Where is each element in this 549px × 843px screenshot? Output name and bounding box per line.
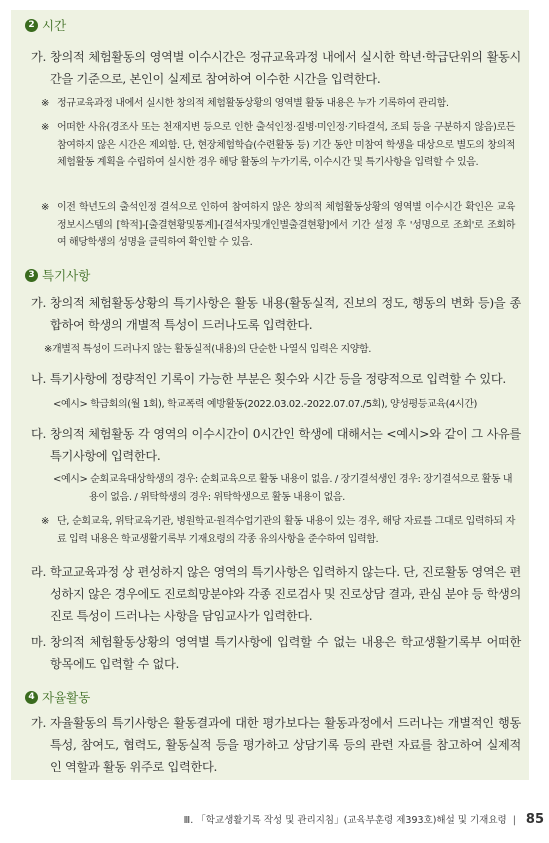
item-marker: 가. bbox=[31, 716, 47, 730]
item-text: 자율활동의 특기사항은 활동결과에 대한 평가보다는 활동과정에서 드러나는 개별적인 행동 특성, 참여도, 협력도, 활동실적 등을 평가하고 상담기록 등의 관련 자료를 참고하여 실제적인 역할과 활동 위주로 입력한다. bbox=[50, 716, 521, 774]
footer-separator: | bbox=[512, 815, 516, 826]
note-text: 이전 학년도의 출석인정 결석으로 인하여 참여하지 않은 창의적 체험활동상황의 영역별 이수시간 확인은 교육정보시스템의 [학적]-[출결현황및통계]-[결석자및개인별출결현황]에서 기간 설정 후 '성명으로 조회'로 조회하여 해당학생의 성명을 클릭하여 확인할 수 있음. bbox=[57, 202, 515, 248]
section-number-badge: 3 bbox=[25, 269, 38, 282]
item-ra-special bbox=[31, 561, 521, 627]
item-marker: 나. bbox=[31, 372, 47, 386]
item-marker: 가. bbox=[31, 50, 47, 64]
example-text: <예시> 학급회의(월 1회), 학교폭력 예방활동(2022.03.02.-2022.07.07./5회), 양성평등교육(4시간) bbox=[53, 399, 478, 410]
section-heading-special bbox=[25, 266, 90, 284]
item-ma-special bbox=[31, 631, 521, 675]
section-number-badge: 4 bbox=[25, 691, 38, 704]
item-ga-special bbox=[31, 292, 521, 336]
item-marker: 마. bbox=[31, 635, 47, 649]
section-title: 특기사항 bbox=[42, 268, 91, 283]
page-number: 85 bbox=[525, 812, 544, 827]
item-marker: 다. bbox=[31, 427, 47, 441]
note-marker: ※ bbox=[41, 98, 49, 109]
note-ga-special: ※개별적 특성이 드러나지 않는 활동실적(내용)의 단순한 나열식 입력은 지양함. bbox=[44, 344, 372, 355]
example-text: <예시> 순회교육대상학생의 경우: 순회교육으로 활동 내용이 없음. / 장기결석생인 경우: 장기결석으로 활동 내용이 없음. / 위탁학생의 경우: 위탁학생으로 활동 내용이 없음. bbox=[53, 474, 513, 503]
example-na bbox=[53, 396, 517, 414]
item-marker: 가. bbox=[31, 296, 47, 310]
item-text: 창의적 체험활동상황의 특기사항은 활동 내용(활동실적, 진보의 정도, 행동의 변화 등)을 종합하여 학생의 개별적 특성이 드러나도록 입력한다. bbox=[50, 296, 521, 332]
item-ga-time bbox=[31, 46, 521, 90]
section-number-badge: 2 bbox=[25, 19, 38, 32]
section-title: 시간 bbox=[42, 18, 67, 33]
section-title: 자율활동 bbox=[42, 690, 91, 705]
section-heading-time bbox=[25, 16, 66, 34]
item-marker: 라. bbox=[31, 565, 47, 579]
note-1 bbox=[41, 95, 515, 113]
example-da bbox=[53, 471, 517, 506]
item-ga-autonomous bbox=[31, 712, 521, 778]
note-2 bbox=[41, 119, 515, 172]
note-3 bbox=[41, 199, 515, 252]
item-text: 학교교육과정 상 편성하지 않은 영역의 특기사항은 입력하지 않는다. 단, 진로활동 영역은 편성하지 않은 경우에도 진로희망분야와 각종 진로검사 및 진로상담 결과, 관심 분야 등 학생의 진로 특성이 드러나는 사항을 담임교사가 입력한다. bbox=[50, 565, 521, 623]
item-text: 창의적 체험활동상황의 영역별 특기사항에 입력할 수 없는 내용은 학교생활기록부 어떠한 항목에도 입력할 수 없다. bbox=[50, 635, 521, 671]
note-text: 정규교육과정 내에서 실시한 창의적 체험활동상황의 영역별 활동 내용은 누가 기록하여 관리함. bbox=[57, 98, 449, 109]
item-na-special bbox=[31, 368, 521, 390]
item-text: 창의적 체험활동 각 영역의 이수시간이 0시간인 학생에 대해서는 <예시>와 같이 그 사유를 특기사항에 입력한다. bbox=[50, 427, 521, 463]
item-da-special bbox=[31, 423, 521, 467]
note-text: 단, 순회교육, 위탁교육기관, 병원학교·원격수업기관의 활동 내용이 있는 경우, 해당 자료를 그대로 입력하되 자료 입력 내용은 학교생활기록부 기재요령의 각종 유의사항을 준수하여 입력함. bbox=[57, 516, 515, 545]
item-text: 특기사항에 정량적인 기록이 가능한 부분은 횟수와 시간 등을 정량적으로 입력할 수 있다. bbox=[50, 372, 506, 386]
note-da bbox=[41, 513, 515, 548]
note-marker: ※ bbox=[41, 516, 49, 527]
item-text: 창의적 체험활동의 영역별 이수시간은 정규교육과정 내에서 실시한 학년·학급단위의 활동시간을 기준으로, 본인이 실제로 참여하여 이수한 시간을 입력한다. bbox=[50, 50, 521, 86]
note-marker: ※ bbox=[41, 202, 49, 213]
note-text: 어떠한 사유(경조사 또는 천재지변 등으로 인한 출석인정·질병·미인정·기타결석, 조퇴 등을 구분하지 않음)로든 참여하지 않은 시간은 제외함. 단, 현장체험학습(수련활동 등) 기간 동안 미참여 학생을 대상으로 별도의 창의적 체험활동 계획을 수립하여 실시한 경우 해당 활동의 누가기록, 이수시간 및 특기사항을 입력할 수 있음. bbox=[57, 122, 515, 168]
note-marker: ※ bbox=[41, 122, 49, 133]
footer-text: Ⅲ. 「학교생활기록 작성 및 관리지침」(교육부훈령 제393호)해설 및 기재요령 bbox=[183, 815, 507, 826]
page-footer bbox=[0, 812, 544, 827]
section-heading-autonomous bbox=[25, 688, 90, 706]
